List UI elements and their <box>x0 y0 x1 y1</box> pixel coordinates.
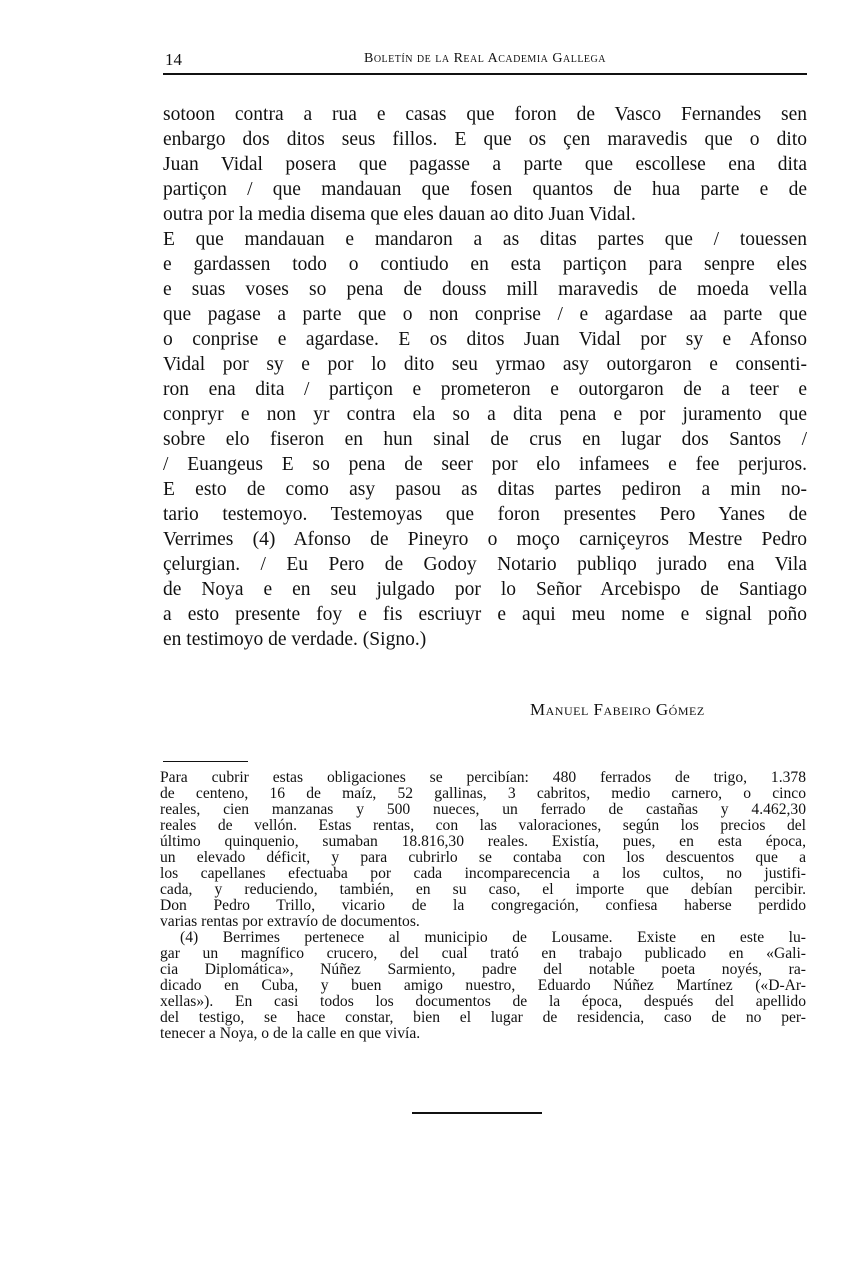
footnote-line: tenecer a Noya, o de la calle en que vivía. <box>160 1025 421 1042</box>
body-line: sotoon contra a rua e casas que foron de Vasco Fernandes sen <box>163 104 807 125</box>
footnote-line: reales de vellón. Estas rentas, con las valoraciones, según los precios del <box>160 817 806 834</box>
footnote-line: último quinquenio, sumaban 18.816,30 reales. Existía, pues, en esta época, <box>160 833 806 850</box>
footnote-line: reales, cien manzanas y 500 nueces, un ferrado de castañas y 4.462,30 <box>160 801 806 818</box>
body-line: enbargo dos ditos seus fillos. E que os çen maravedis que o dito <box>163 129 807 150</box>
body-line: e suas voses so pena de douss mill maravedis de moeda vella <box>163 279 807 300</box>
footnote-line: dicado en Cuba, y buen amigo nuestro, Eduardo Núñez Martínez («D-Ar- <box>160 977 806 994</box>
body-line: de Noya e en seu julgado por lo Señor Arcebispo de Santiago <box>163 579 807 600</box>
body-line: sobre elo fiseron en hun sinal de crus en lugar dos Santos / <box>163 429 807 450</box>
footnote-rule <box>163 761 248 762</box>
footnotes <box>160 770 806 1042</box>
page-number: 14 <box>165 50 182 69</box>
body-line: Vidal por sy e por lo dito seu yrmao asy outorgaron e consenti- <box>163 354 807 375</box>
footnote-line: Para cubrir estas obligaciones se percibían: 480 ferrados de trigo, 1.378 <box>160 769 806 786</box>
footnote-line: de centeno, 16 de maíz, 52 gallinas, 3 cabritos, medio carnero, o cinco <box>160 785 806 802</box>
body-line: conpryr e non yr contra ela so a dita pena e por juramento que <box>163 404 807 425</box>
body-line: çelurgian. / Eu Pero de Godoy Notario publiqo jurado ena Vila <box>163 554 807 575</box>
body-line: Verrimes (4) Afonso de Pineyro o moço carniçeyros Mestre Pedro <box>163 529 807 550</box>
body-line: que pagase a parte que o non conprise / e agardase aa parte que <box>163 304 807 325</box>
footnote-line: los capellanes efectuaba por cada incomparecencia a los cultos, no justifi- <box>160 865 806 882</box>
body-line: / Euangeus E so pena de seer por elo infamees e fee perjuros. <box>163 454 807 475</box>
header-rule <box>163 73 807 75</box>
end-rule <box>412 1112 542 1114</box>
footnote-line: (4) Berrimes pertenece al municipio de Lousame. Existe en este lu- <box>180 929 806 946</box>
footnote-line: gar un magnífico crucero, del cual trató en trabajo publicado en «Gali- <box>160 945 806 962</box>
footnote-line: del testigo, se hace constar, bien el lugar de residencia, caso de no per- <box>160 1009 806 1026</box>
running-head: Boletín de la Real Academia Gallega <box>364 51 606 66</box>
body-line: Juan Vidal posera que pagasse a parte que escollese ena dita <box>163 154 807 175</box>
author-signature: Manuel Fabeiro Gómez <box>530 700 705 719</box>
body-line: outra por la media disema que eles dauan ao dito Juan Vidal. <box>163 204 636 225</box>
footnote-line: varias rentas por extravío de documentos. <box>160 913 420 930</box>
body-line: en testimoyo de verdade. (Signo.) <box>163 629 427 650</box>
body-line: e gardassen todo o contiudo en esta partiçon para senpre eles <box>163 254 807 275</box>
body-line: a esto presente foy e fis escriuyr e aqui meu nome e signal poño <box>163 604 807 625</box>
footnote-line: cia Diplomática», Núñez Sarmiento, padre del notable poeta noyés, ra- <box>160 961 806 978</box>
page-header <box>163 50 807 72</box>
body-line: tario testemoyo. Testemoyas que foron presentes Pero Yanes de <box>163 504 807 525</box>
footnote-line: Don Pedro Trillo, vicario de la congregación, confiesa haberse perdido <box>160 897 806 914</box>
body-text <box>163 102 807 652</box>
footnote-line: xellas»). En casi todos los documentos de la época, después del apellido <box>160 993 806 1010</box>
body-line: E esto de como asy pasou as ditas partes pediron a min no- <box>163 479 807 500</box>
body-line: o conprise e agardase. E os ditos Juan Vidal por sy e Afonso <box>163 329 807 350</box>
body-line: E que mandauan e mandaron a as ditas partes que / touessen <box>163 229 807 250</box>
body-line: ron ena dita / partiçon e prometeron e outorgaron de a teer e <box>163 379 807 400</box>
footnote-line: un elevado déficit, y para cubrirlo se contaba con los descuentos que a <box>160 849 806 866</box>
footnote-line: cada, y reduciendo, también, en su caso, el importe que debían percibir. <box>160 881 806 898</box>
body-line: partiçon / que mandauan que fosen quantos de hua parte e de <box>163 179 807 200</box>
